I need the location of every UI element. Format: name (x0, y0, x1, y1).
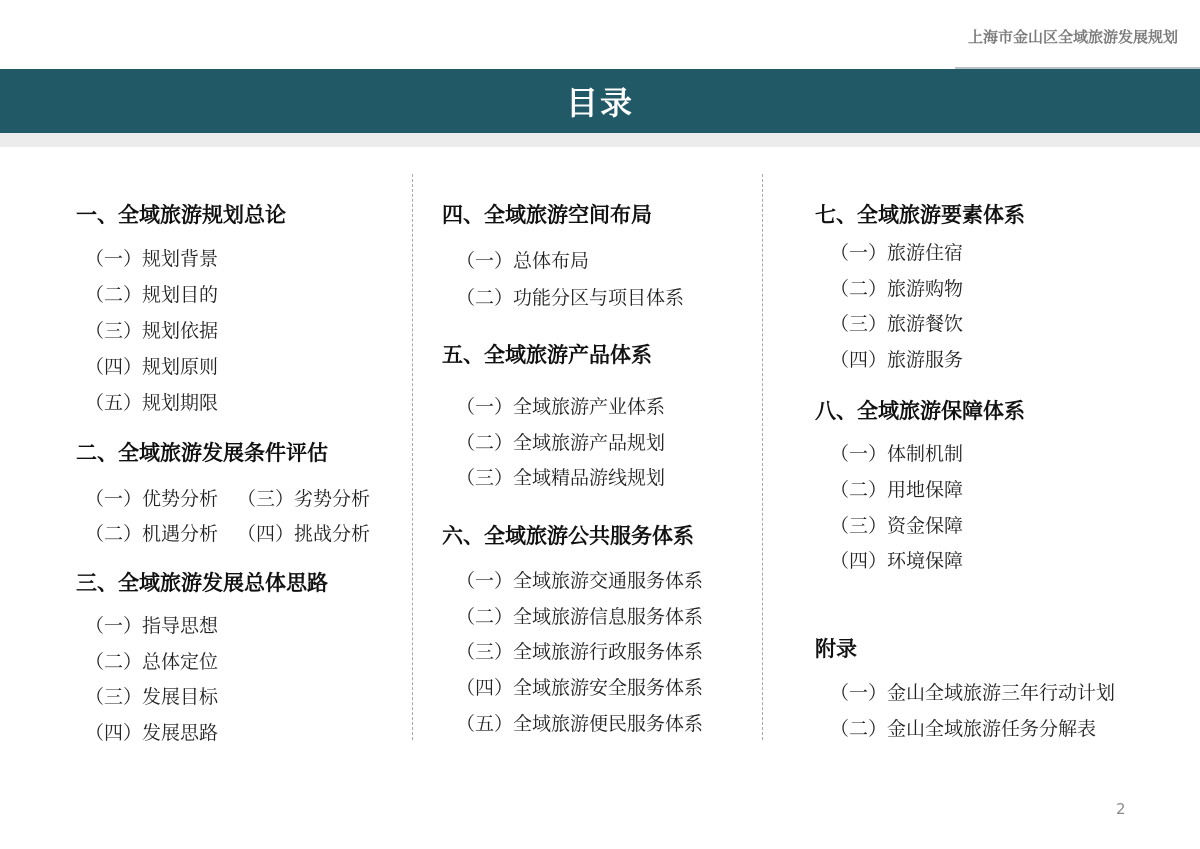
banner-shadow (0, 133, 1200, 147)
toc-item[interactable]: （三）发展目标 (85, 686, 219, 708)
toc-item[interactable]: （二）规划目的 (85, 284, 219, 306)
toc-item[interactable]: （四）规划原则 (85, 356, 219, 378)
toc-item[interactable]: （二）全域旅游产品规划 (456, 432, 666, 454)
section-title[interactable]: 八、全域旅游保障体系 (815, 399, 1025, 423)
toc-item[interactable]: （三）全域精品游线规划 (456, 467, 666, 489)
section-title[interactable]: 五、全域旅游产品体系 (442, 343, 652, 367)
toc-item[interactable]: （一）优势分析 (85, 488, 219, 510)
toc-item[interactable]: （三）旅游餐饮 (830, 313, 964, 335)
toc-item[interactable]: （三）全域旅游行政服务体系 (456, 641, 704, 663)
section-title[interactable]: 三、全域旅游发展总体思路 (76, 571, 328, 595)
toc-item[interactable]: （四）环境保障 (830, 550, 964, 572)
toc-item[interactable]: （一）全域旅游交通服务体系 (456, 570, 704, 592)
toc-item[interactable]: （五）全域旅游便民服务体系 (456, 713, 704, 735)
toc-item[interactable]: （一）体制机制 (830, 443, 964, 465)
toc-item[interactable]: （二）机遇分析 (85, 523, 219, 545)
toc-item[interactable]: （五）规划期限 (85, 392, 219, 414)
toc-item[interactable]: （四）挑战分析 (237, 523, 371, 545)
toc-item[interactable]: （三）劣势分析 (237, 488, 371, 510)
toc-item[interactable]: （一）旅游住宿 (830, 242, 964, 264)
toc-item[interactable]: （三）规划依据 (85, 320, 219, 342)
toc-item[interactable]: （二）总体定位 (85, 651, 219, 673)
toc-item[interactable]: （四）发展思路 (85, 722, 219, 744)
toc-item[interactable]: （二）全域旅游信息服务体系 (456, 606, 704, 628)
page-number: 2 (1116, 800, 1126, 818)
banner-title: 目录 (565, 84, 634, 122)
toc-item[interactable]: （三）资金保障 (830, 515, 964, 537)
column-divider-1 (412, 174, 413, 740)
toc-item[interactable]: （四）旅游服务 (830, 349, 964, 371)
toc-item[interactable]: （一）全域旅游产业体系 (456, 396, 666, 418)
section-title[interactable]: 一、全域旅游规划总论 (76, 203, 286, 227)
toc-item[interactable]: （二）旅游购物 (830, 278, 964, 300)
toc-item[interactable]: （二）功能分区与项目体系 (456, 287, 685, 309)
section-title[interactable]: 六、全域旅游公共服务体系 (442, 524, 694, 548)
toc-item[interactable]: （一）指导思想 (85, 615, 219, 637)
column-divider-2 (762, 174, 763, 740)
toc-item[interactable]: （一）总体布局 (456, 250, 590, 272)
section-title[interactable]: 附录 (815, 637, 857, 661)
toc-item[interactable]: （一）金山全域旅游三年行动计划 (830, 682, 1116, 704)
toc-item[interactable]: （一）规划背景 (85, 248, 219, 270)
title-banner (0, 69, 1200, 133)
toc-item[interactable]: （四）全域旅游安全服务体系 (456, 677, 704, 699)
section-title[interactable]: 七、全域旅游要素体系 (815, 203, 1025, 227)
header-title: 上海市金山区全域旅游发展规划 (967, 28, 1178, 46)
toc-item[interactable]: （二）金山全域旅游任务分解表 (830, 718, 1097, 740)
section-title[interactable]: 四、全域旅游空间布局 (442, 203, 652, 227)
toc-item[interactable]: （二）用地保障 (830, 479, 964, 501)
section-title[interactable]: 二、全域旅游发展条件评估 (76, 441, 328, 465)
